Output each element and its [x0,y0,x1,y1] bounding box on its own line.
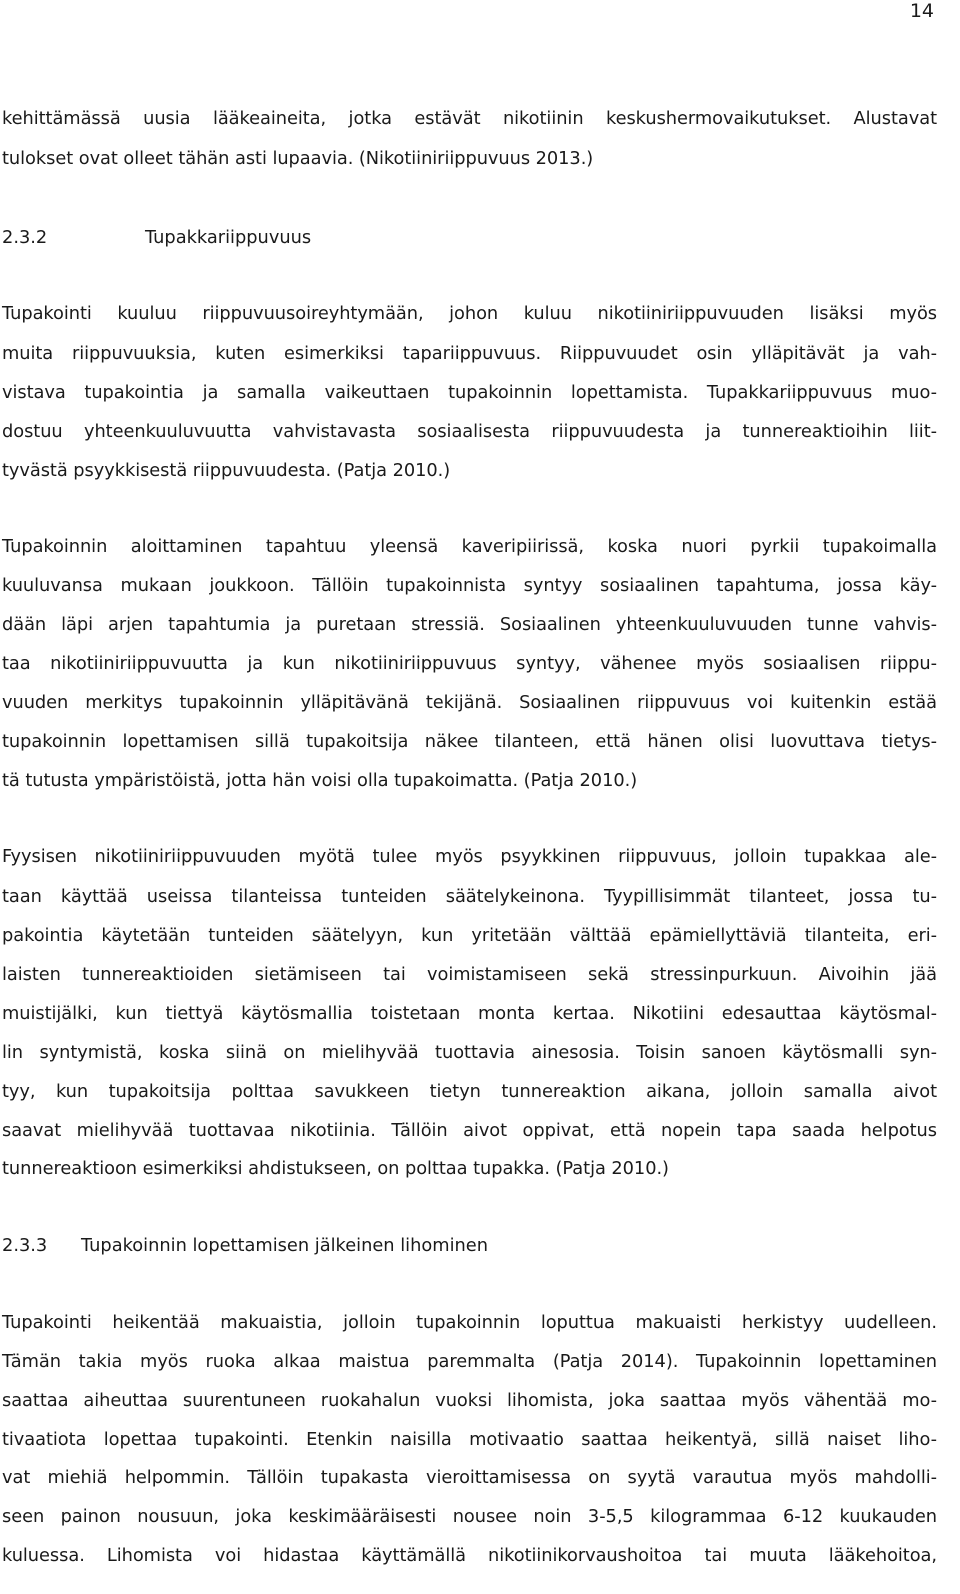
text-line: lin syntymistä, koska siinä on mielihyvää tuottavia ainesosia. Toisin sanoen käytösmalli syn- [2,1042,937,1063]
text-line: vuuden merkitys tupakoinnin ylläpitävänä tekijänä. Sosiaalinen riippuvuus voi kuitenkin estää [2,692,937,713]
text-line: taan käyttää useissa tilanteissa tunteiden säätelykeinona. Tyypillisimmät tilanteet, jossa tu- [2,886,937,907]
text-line: laisten tunnereaktioiden sietämiseen tai voimistamiseen sekä stressinpurkuun. Aivoihin jää [2,964,937,985]
text-line: taa nikotiiniriippuvuutta ja kun nikotiiniriippuvuus syntyy, vähenee myös sosiaalisen riippu- [2,653,937,674]
section-title: Tupakkariippuvuus [145,227,312,248]
text-line: Tupakoinnin aloittaminen tapahtuu yleensä kaveripiirissä, koska nuori pyrkii tupakoimalla [2,536,937,557]
page-number: 14 [909,0,934,22]
text-line: Fyysisen nikotiiniriippuvuuden myötä tulee myös psyykkinen riippuvuus, jolloin tupakkaa ale- [2,846,937,867]
text-line: tivaatiota lopettaa tupakointi. Etenkin naisilla motivaatio saattaa heikentyä, sillä naiset liho- [2,1429,937,1450]
text-line: kuuluvansa mukaan joukkoon. Tällöin tupakoinnista syntyy sosiaalinen tapahtuma, jossa käy- [2,575,937,596]
text-line: tupakoinnin lopettamisen sillä tupakoitsija näkee tilanteen, että hänen olisi luovuttava tietys- [2,731,937,752]
section-number: 2.3.3 [2,1235,48,1256]
text-line: tulokset ovat olleet tähän asti lupaavia. (Nikotiiniriippuvuus 2013.) [2,148,594,169]
text-line: pakointia käytetään tunteiden säätelyyn, kun yritetään välttää epämiellyttäviä tilanteita, eri- [2,925,937,946]
text-line: muistijälki, kun tiettyä käytösmallia toistetaan monta kertaa. Nikotiini edesauttaa käytösmal- [2,1003,937,1024]
text-line: Tupakointi heikentää makuaistia, jolloin tupakoinnin loputtua makuaisti herkistyy uudelleen. [2,1312,937,1333]
section-title: Tupakoinnin lopettamisen jälkeinen lihominen [81,1235,488,1256]
text-line: vat miehiä helpommin. Tällöin tupakasta vieroittamisessa on syytä varautua myös mahdolli- [2,1467,937,1488]
text-line: dään läpi arjen tapahtumia ja puretaan stressiä. Sosiaalinen yhteenkuuluvuuden tunne vahvis- [2,614,937,635]
text-line: tunnereaktioon esimerkiksi ahdistukseen, on polttaa tupakka. (Patja 2010.) [2,1158,669,1179]
text-line: tyy, kun tupakoitsija polttaa savukkeen tietyn tunnereaktion aikana, jolloin samalla aivot [2,1081,937,1102]
text-line: seen painon nousuun, joka keskimääräisesti nousee noin 3-5,5 kilogrammaa 6-12 kuukauden [2,1506,937,1527]
text-line: tä tutusta ympäristöistä, jotta hän voisi olla tupakoimatta. (Patja 2010.) [2,770,638,791]
text-line: Tämän takia myös ruoka alkaa maistua paremmalta (Patja 2014). Tupakoinnin lopettaminen [2,1351,937,1372]
text-line: Tupakointi kuuluu riippuvuusoireyhtymään, johon kuluu nikotiiniriippuvuuden lisäksi myös [2,303,937,324]
text-line: muita riippuvuuksia, kuten esimerkiksi tapariippuvuus. Riippuvuudet osin ylläpitävät ja vah- [2,343,937,364]
text-line: dostuu yhteenkuuluvuutta vahvistavasta sosiaalisesta riippuvuudesta ja tunnereaktioihin liit- [2,421,937,442]
text-line: kuluessa. Lihomista voi hidastaa käyttämällä nikotiinikorvaushoitoa tai muuta lääkehoitoa, [2,1545,937,1566]
text-line: saattaa aiheuttaa suurentuneen ruokahalun vuoksi lihomista, joka saattaa myös vähentää mo- [2,1390,937,1411]
text-line: tyvästä psyykkisestä riippuvuudesta. (Patja 2010.) [2,460,451,481]
section-number: 2.3.2 [2,227,48,248]
text-line: saavat mielihyvää tuottavaa nikotiinia. Tällöin aivot oppivat, että nopein tapa saada helpotus [2,1120,937,1141]
text-line: kehittämässä uusia lääkeaineita, jotka estävät nikotiinin keskushermovaikutukset. Alustavat [2,108,937,129]
text-line: vistava tupakointia ja samalla vaikeuttaen tupakoinnin lopettamista. Tupakkariippuvuus muo- [2,382,937,403]
